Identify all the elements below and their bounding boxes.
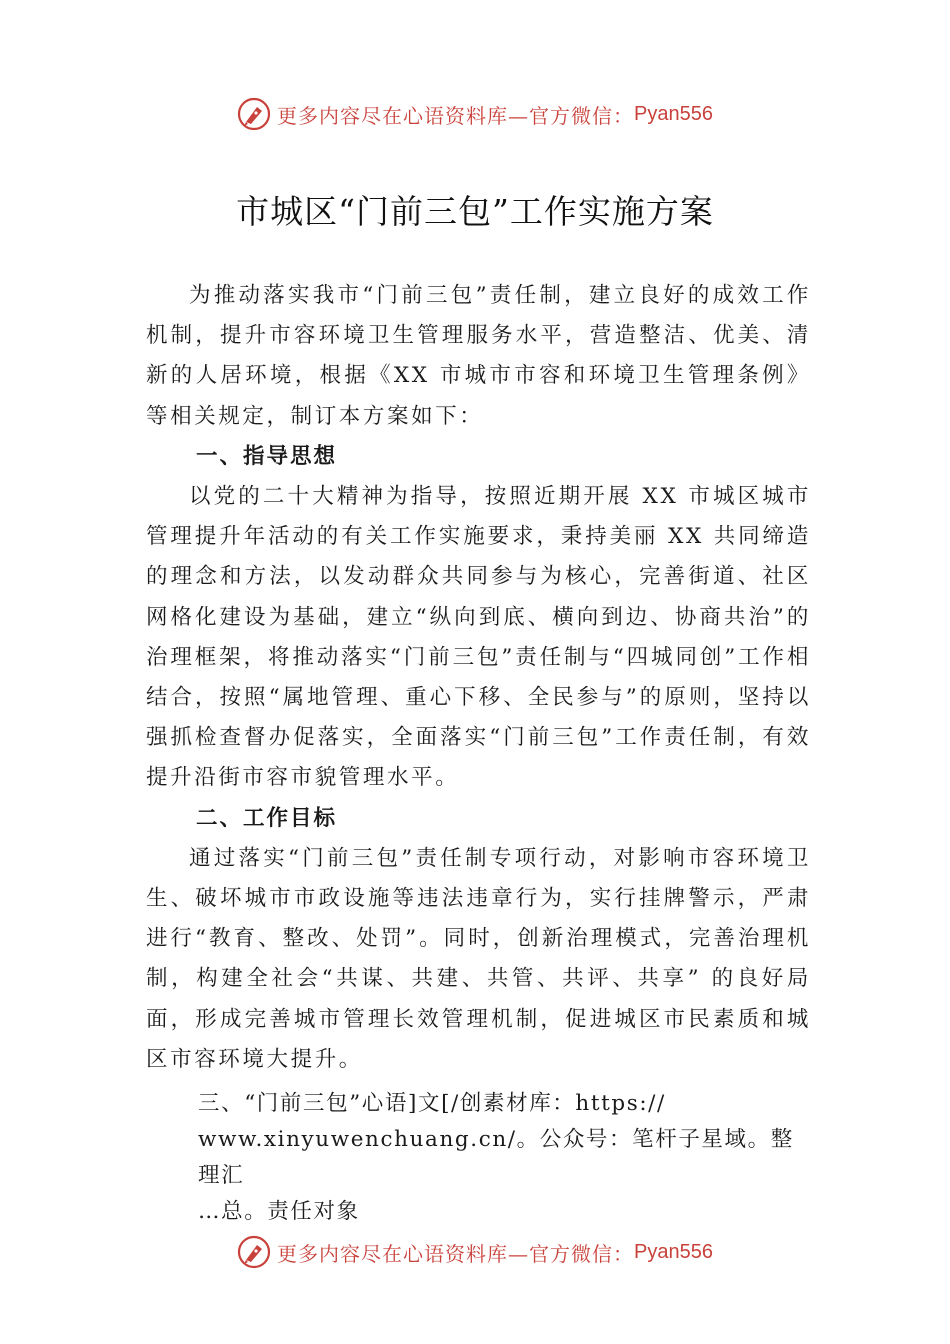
section-heading-goals: 二、工作目标 xyxy=(196,805,338,831)
section-three-line-3: …总。责任对象 xyxy=(198,1199,360,1225)
section-three-line-1: 三、“门前三包”心语]文[/创素材库：https:// xyxy=(198,1091,666,1117)
guidance-paragraph: 以党的二十大精神为指导，按照近期开展 XX 市城区城市管理提升年活动的有关工作实施要求，秉持美丽 XX 共同缔造的理念和方法，以发动群众共同参与为核心，完善街道、社区网格化建设为基础，建立“纵向到底、横向到边、协商共治”的治理框架，将推动落实“门前三包”责任制与“四城同创”工作相结合，按照“属地管理、重心下移、全民参与”的原则，坚持以强抓检查督办促落实，全面落实“门前三包”工作责任制，有效提升沿街市容市貌管理水平。 xyxy=(146,484,811,791)
pen-nib-icon xyxy=(237,1235,271,1269)
footer-banner xyxy=(0,1232,950,1272)
section-three-line xyxy=(146,1086,811,1230)
goals-paragraph: 通过落实“门前三包”责任制专项行动，对影响市容环境卫生、破坏城市市政设施等违法违章行为，实行挂牌警示，严肃进行“教育、整改、处罚”。同时，创新治理模式，完善治理机制，构建全社会“共谋、共建、共管、共评、共享” 的良好局面，形成完善城市管理长效管理机制，促进城区市民素质和城区市容环境大提升。 xyxy=(146,845,811,1072)
pen-nib-icon xyxy=(237,97,271,131)
banner-handle: Pyan556 xyxy=(634,102,713,125)
document-body xyxy=(146,276,811,1230)
section-three-line-2: www.xinyuwenchuang.cn/。公众号：笔杆子星域。整理汇 xyxy=(198,1127,794,1189)
banner-text: 更多内容尽在心语资料库—官方微信： xyxy=(277,1241,635,1266)
section-heading-guidance: 一、指导思想 xyxy=(196,443,338,469)
banner-text: 更多内容尽在心语资料库—官方微信： xyxy=(277,103,635,128)
header-banner xyxy=(0,94,950,134)
banner-handle: Pyan556 xyxy=(634,1240,713,1263)
intro-paragraph: 为推动落实我市“门前三包”责任制，建立良好的成效工作机制，提升市容环境卫生管理服务水平，营造整洁、优美、清新的人居环境，根据《XX 市城市市容和环境卫生管理条例》等相关规定，制订本方案如下： xyxy=(146,283,811,429)
document-title: 市城区“门前三包”工作实施方案 xyxy=(236,192,714,231)
